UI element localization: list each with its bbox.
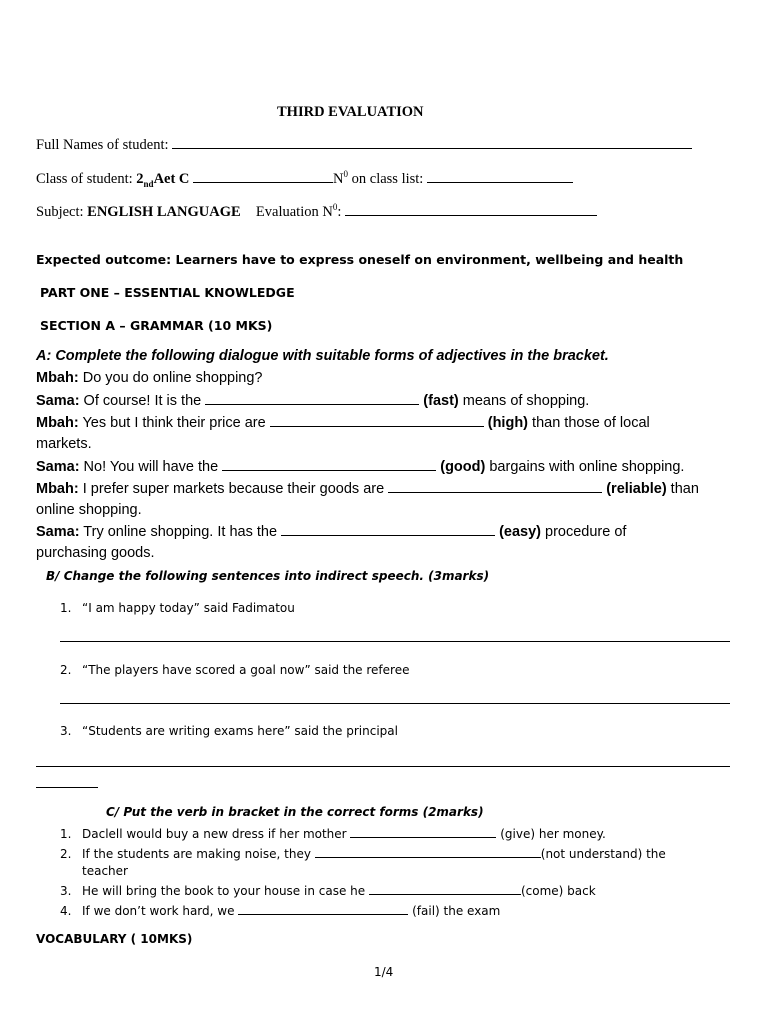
class-blank[interactable]	[193, 170, 333, 183]
list-item: 1. “I am happy today” said Fadimatou	[60, 601, 295, 615]
answer-line[interactable]	[36, 766, 730, 767]
subject-row	[36, 202, 597, 221]
list-item: 1. Daclell would buy a new dress if her mother (give) her money.	[60, 827, 606, 841]
subject-value: ENGLISH LANGUAGE	[87, 203, 241, 220]
full-names-blank[interactable]	[172, 136, 692, 149]
dialogue-line: Sama: No! You will have the (good) bargains with online shopping.	[36, 459, 685, 475]
dialogue-line: markets.	[36, 436, 92, 452]
list-item: 4. If we don’t work hard, we (fail) the exam	[60, 904, 501, 918]
answer-line[interactable]	[60, 703, 730, 704]
class-number-label: $N^0$ on class list:	[333, 169, 424, 187]
section-a-heading: SECTION A – GRAMMAR (10 MKS)	[40, 318, 273, 333]
dialogue-line: Mbah: I prefer super markets because their goods are (reliable) than	[36, 481, 699, 497]
dialogue-line: Mbah: Yes but I think their price are (high) than those of local	[36, 415, 650, 431]
answer-line[interactable]	[36, 787, 98, 788]
full-names-label: Full Names of student:	[36, 137, 169, 153]
dialogue-line: Sama: Try online shopping. It has the (easy) procedure of	[36, 524, 627, 540]
answer-blank[interactable]	[388, 480, 602, 493]
answer-blank[interactable]	[350, 825, 496, 838]
part-one-heading: PART ONE – ESSENTIAL KNOWLEDGE	[40, 285, 295, 300]
exercise-b-instruction: B/ Change the following sentences into indirect speech. (3marks)	[46, 569, 490, 583]
answer-blank[interactable]	[222, 458, 436, 471]
document-title: THIRD EVALUATION	[277, 104, 424, 120]
list-item: 2. “The players have scored a goal now” said the referee	[60, 663, 410, 677]
dialogue-line: purchasing goods.	[36, 545, 155, 561]
class-value: $2_{nd}Aet$ C	[136, 170, 190, 189]
list-item: 3. “Students are writing exams here” said the principal	[60, 724, 398, 738]
dialogue-line: Sama: Of course! It is the (fast) means of shopping.	[36, 393, 590, 409]
exercise-c-instruction: C/ Put the verb in bracket in the correct forms (2marks)	[106, 805, 484, 819]
list-item: 2. If the students are making noise, they (not understand) the	[60, 847, 666, 861]
expected-outcome: Expected outcome: Learners have to express oneself on environment, wellbeing and health	[36, 252, 684, 267]
answer-blank[interactable]	[205, 392, 419, 405]
answer-blank[interactable]	[369, 882, 521, 895]
exercise-a-instruction: A: Complete the following dialogue with suitable forms of adjectives in the bracket.	[36, 348, 609, 364]
page-number: 1/4	[374, 965, 394, 979]
full-names-row	[36, 136, 692, 154]
class-row	[36, 169, 573, 189]
answer-line[interactable]	[60, 641, 730, 642]
vocabulary-heading: VOCABULARY ( 10MKS)	[36, 932, 193, 946]
answer-blank[interactable]	[270, 414, 484, 427]
list-item: 3. He will bring the book to your house in case he (come) back	[60, 884, 596, 898]
dialogue-line: Mbah: Do you do online shopping?	[36, 370, 263, 386]
class-label: Class of student:	[36, 170, 133, 187]
list-item: teacher	[82, 864, 128, 878]
answer-blank[interactable]	[238, 902, 408, 915]
evaluation-blank[interactable]	[345, 203, 597, 216]
answer-blank[interactable]	[315, 845, 541, 858]
answer-blank[interactable]	[281, 523, 495, 536]
dialogue-line: online shopping.	[36, 502, 142, 518]
subject-label: Subject:	[36, 203, 84, 220]
evaluation-label: Evaluation $N^0$:	[255, 202, 342, 220]
class-number-blank[interactable]	[427, 170, 573, 183]
